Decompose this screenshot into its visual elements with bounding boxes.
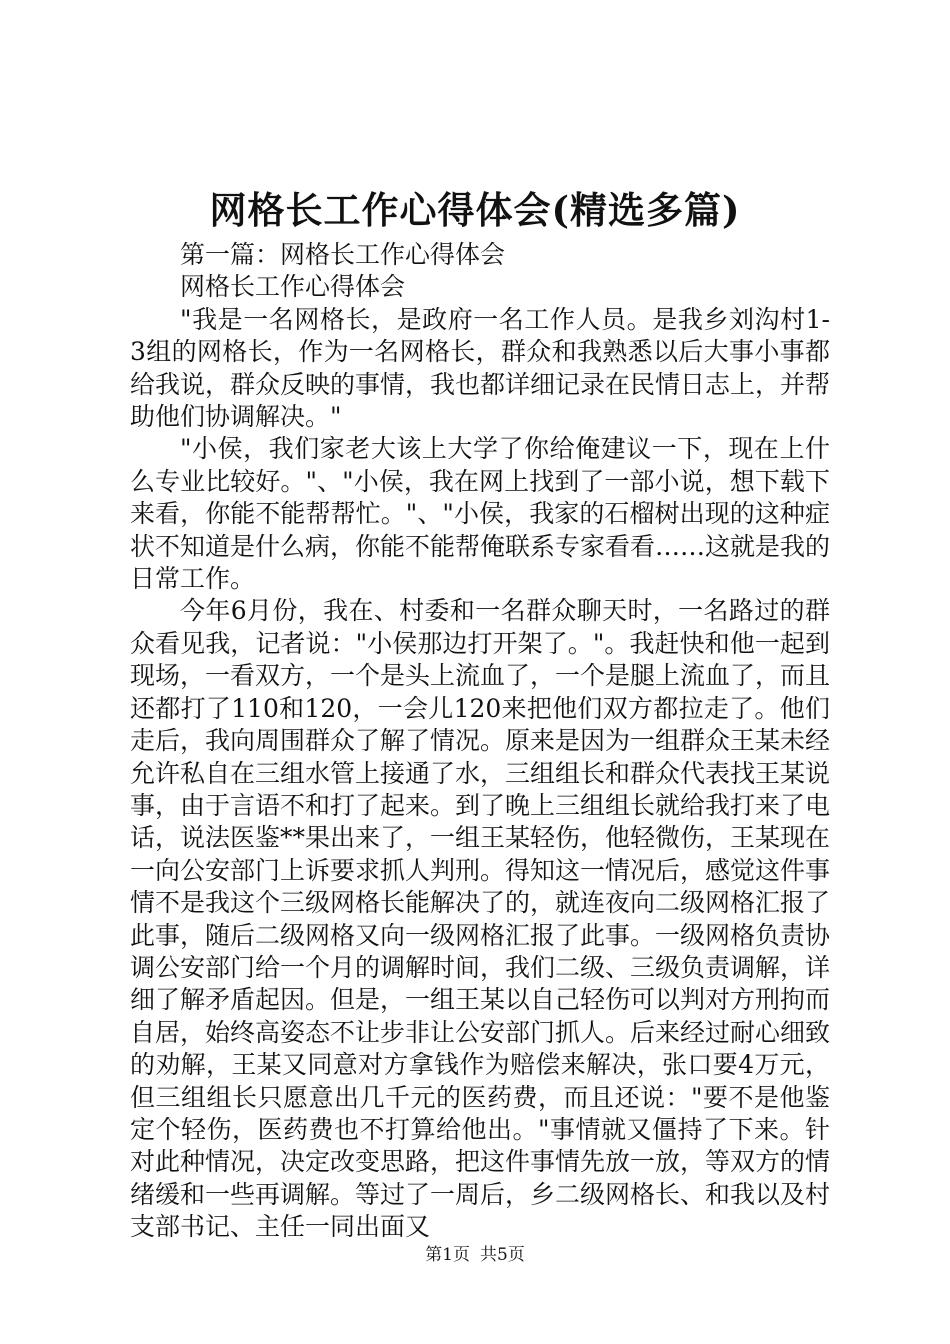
paragraph-3: 今年6月份，我在、村委和一名群众聊天时，一名路过的群众看见我，记者说："小侯那边打开架了。"。我赶快和他一起到现场，一看双方，一个是头上流血了，一个是腿上流血了，而且还都打了110和120，一会儿120来把他们双方都拉走了。他们走后，我向周围群众了解了情况。原来是因为一组群众王某未经允许私自在三组水管上接通了水，三组组长和群众代表找王某说事，由于言语不和打了起来。到了晚上三组组长就给我打来了电话，说法医鉴**果出来了，一组王某轻伤，他轻微伤，王某现在一向公安部门上诉要求抓人判刑。得知这一情况后，感觉这件事情不是我这个三级网格长能解决了的，就连夜向二级网格汇报了此事，随后二级网格又向一级网格汇报了此事。一级网格负责协调公安部门给一个月的调解时间，我们二级、三级负责调解，详细了解矛盾起因。但是，一组王某以自己轻伤可以判对方刑拘而自居，始终高姿态不让步非让公安部门抓人。后来经过耐心细致的劝解，王某又同意对方拿钱作为赔偿来解决，张口要4万元，但三组组长只愿意出几千元的医药费，而且还说："要不是他鉴定个轻伤，医药费也不打算给他出。"事情就又僵持了下来。针对此种情况，决定改变思路，把这件事情先放一放，等双方的情绪缓和一些再调解。等过了一周后，乡二级网格长、和我以及村支部书记、主任一同出面又 <box>130 596 831 1242</box>
paragraph-1: "我是一名网格长，是政府一名工作人员。是我乡刘沟村1-3组的网格长，作为一名网格长，群众和我熟悉以后大事小事都给我说，群众反映的事情，我也都详细记录在民情日志上，并帮助他们协调解决。" <box>130 304 831 432</box>
paragraph-2: "小侯，我们家老大该上大学了你给俺建议一下，现在上什么专业比较好。"、"小侯，我在网上找到了一部小说，想下载下来看，你能不能帮帮忙。"、"小侯，我家的石榴树出现的这种症状不知道是什么病，你能不能帮俺联系专家看看……这就是我的日常工作。 <box>130 434 831 594</box>
document-title: 网格长工作心得体会(精选多篇) <box>209 188 741 232</box>
page-number: 第1页 <box>425 1245 470 1265</box>
page-footer <box>0 1244 950 1266</box>
section-subheading: 网格长工作心得体会 <box>180 272 406 302</box>
page-total: 共5页 <box>480 1245 525 1265</box>
document-body <box>130 239 830 1244</box>
section-heading: 第一篇：网格长工作心得体会 <box>180 240 506 269</box>
